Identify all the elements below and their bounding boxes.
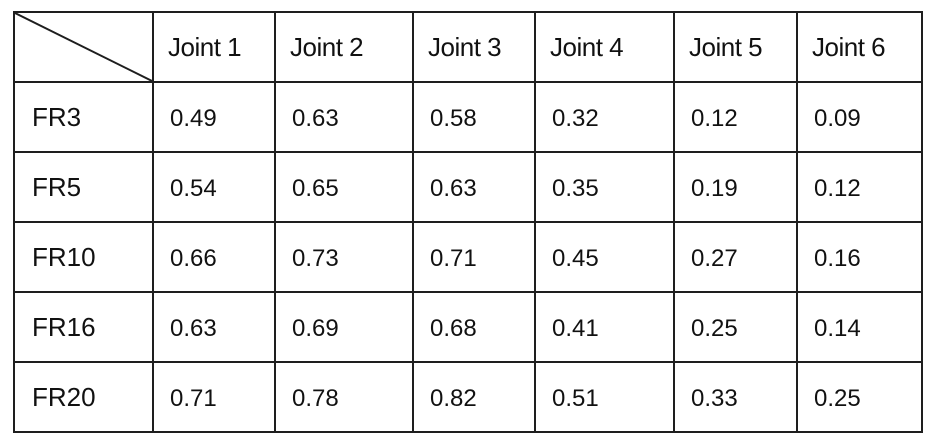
table-cell: 0.45 — [535, 222, 674, 292]
table-cell: 0.63 — [275, 82, 413, 152]
column-header-joint-4: Joint 4 — [535, 12, 674, 82]
table-row — [14, 362, 922, 432]
header-row — [14, 12, 922, 82]
corner-cell — [14, 12, 153, 82]
table-cell: 0.33 — [674, 362, 797, 432]
column-header-joint-2: Joint 2 — [275, 12, 413, 82]
table-cell: 0.71 — [413, 222, 535, 292]
table-row — [14, 152, 922, 222]
table-cell: 0.27 — [674, 222, 797, 292]
column-header-joint-1: Joint 1 — [153, 12, 275, 82]
data-table-container — [13, 11, 921, 433]
table-cell: 0.14 — [797, 292, 922, 362]
table-cell: 0.35 — [535, 152, 674, 222]
row-label: FR16 — [14, 292, 153, 362]
table-cell: 0.78 — [275, 362, 413, 432]
table-cell: 0.66 — [153, 222, 275, 292]
table-cell: 0.09 — [797, 82, 922, 152]
table-cell: 0.41 — [535, 292, 674, 362]
row-label: FR3 — [14, 82, 153, 152]
table-cell: 0.25 — [674, 292, 797, 362]
table-cell: 0.82 — [413, 362, 535, 432]
table-cell: 0.69 — [275, 292, 413, 362]
table-cell: 0.49 — [153, 82, 275, 152]
diagonal-divider — [15, 13, 152, 81]
table-cell: 0.19 — [674, 152, 797, 222]
table-row — [14, 222, 922, 292]
row-label: FR20 — [14, 362, 153, 432]
column-header-joint-6: Joint 6 — [797, 12, 922, 82]
table-cell: 0.16 — [797, 222, 922, 292]
table-cell: 0.12 — [797, 152, 922, 222]
table-cell: 0.73 — [275, 222, 413, 292]
table-cell: 0.12 — [674, 82, 797, 152]
table-cell: 0.51 — [535, 362, 674, 432]
column-header-joint-3: Joint 3 — [413, 12, 535, 82]
table-cell: 0.58 — [413, 82, 535, 152]
data-table — [13, 11, 923, 433]
table-cell: 0.65 — [275, 152, 413, 222]
table-cell: 0.54 — [153, 152, 275, 222]
table-row — [14, 292, 922, 362]
row-label: FR5 — [14, 152, 153, 222]
table-cell: 0.68 — [413, 292, 535, 362]
table-cell: 0.63 — [153, 292, 275, 362]
table-cell: 0.32 — [535, 82, 674, 152]
column-header-joint-5: Joint 5 — [674, 12, 797, 82]
table-cell: 0.71 — [153, 362, 275, 432]
table-row — [14, 82, 922, 152]
table-cell: 0.63 — [413, 152, 535, 222]
table-cell: 0.25 — [797, 362, 922, 432]
row-label: FR10 — [14, 222, 153, 292]
